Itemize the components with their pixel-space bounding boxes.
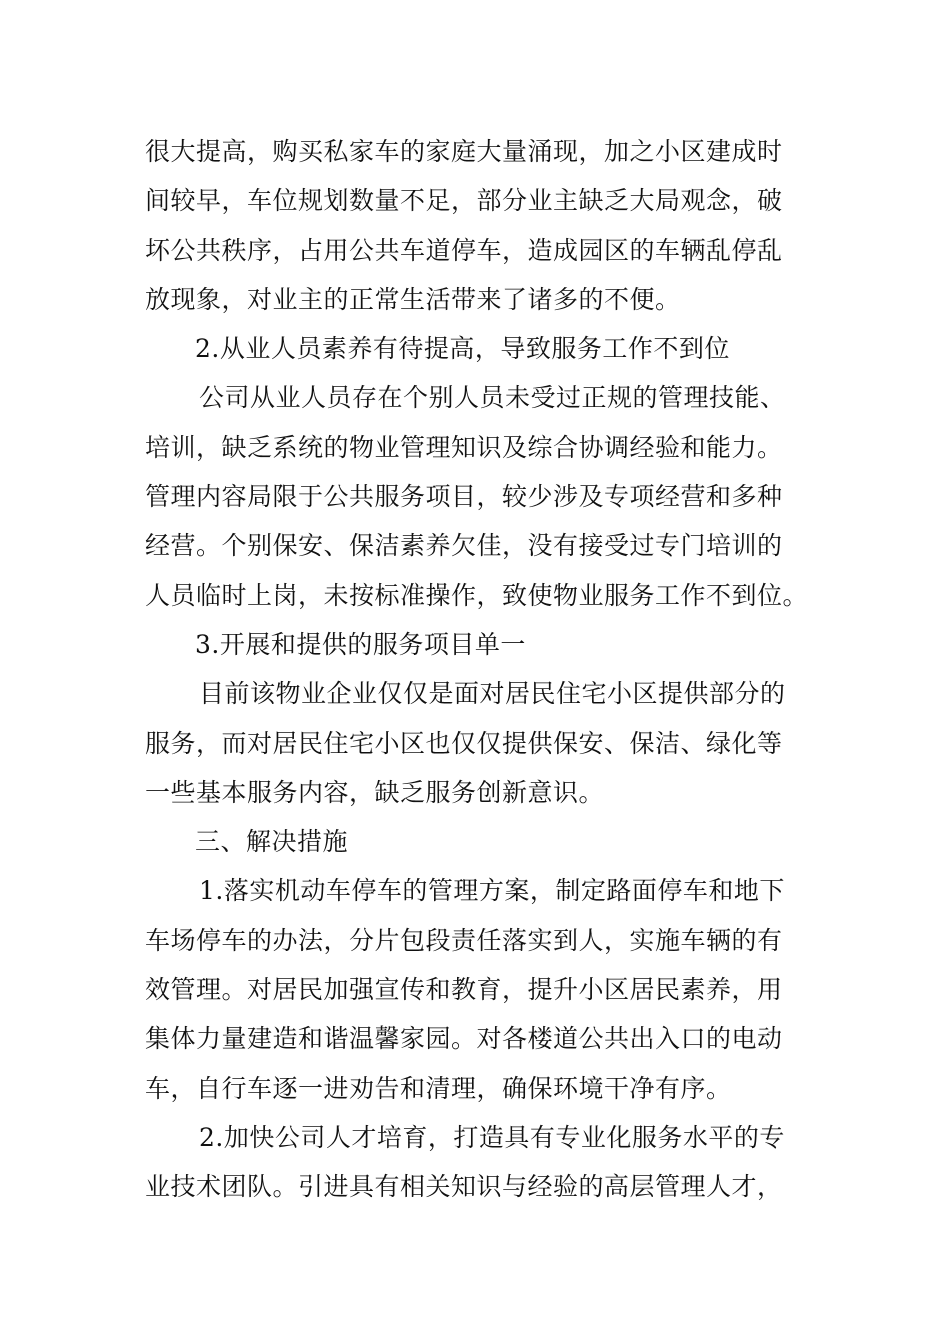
paragraph-line: 业技术团队。引进具有相关知识与经验的高层管理人才，: [145, 1172, 783, 1202]
paragraph-line: 坏公共秩序，占用公共车道停车，造成园区的车辆乱停乱: [145, 235, 783, 265]
paragraph-line: 人员临时上岗，未按标准操作，致使物业服务工作不到位。: [145, 580, 809, 610]
section-heading: 2.从业人员素养有待提高，导致服务工作不到位: [195, 334, 730, 364]
paragraph-line: 集体力量建造和谐温馨家园。对各楼道公共出入口的电动: [145, 1024, 783, 1054]
paragraph-line: 效管理。对居民加强宣传和教育，提升小区居民素养，用: [145, 975, 783, 1005]
paragraph-line: 培训，缺乏系统的物业管理知识及综合协调经验和能力。: [145, 432, 783, 462]
document-body: [145, 127, 807, 1212]
section-heading: 三、解决措施: [195, 827, 349, 857]
paragraph-line: 车，自行车逐一进劝告和清理，确保环境干净有序。: [145, 1073, 732, 1103]
paragraph-line: 很大提高，购买私家车的家庭大量涌现，加之小区建成时: [145, 137, 783, 166]
paragraph-line: 目前该物业企业仅仅是面对居民住宅小区提供部分的: [199, 679, 786, 709]
paragraph-line: 一些基本服务内容，缺乏服务创新意识。: [145, 777, 605, 807]
paragraph-line: 2.加快公司人才培育，打造具有专业化服务水平的专: [199, 1122, 785, 1152]
paragraph-line: 车场停车的办法，分片包段责任落实到人，实施车辆的有: [145, 925, 783, 955]
paragraph-line: 经营。个别保安、保洁素养欠佳，没有接受过专门培训的: [145, 531, 783, 561]
paragraph-line: 服务，而对居民住宅小区也仅仅提供保安、保洁、绿化等: [145, 728, 783, 758]
section-heading: 3.开展和提供的服务项目单一: [195, 629, 526, 659]
paragraph-line: 公司从业人员存在个别人员未受过正规的管理技能、: [199, 383, 786, 413]
paragraph-line: 放现象，对业主的正常生活带来了诸多的不便。: [145, 284, 681, 314]
paragraph-line: 1.落实机动车停车的管理方案，制定路面停车和地下: [199, 876, 785, 906]
paragraph-line: 管理内容局限于公共服务项目，较少涉及专项经营和多种: [145, 482, 783, 512]
paragraph-line: 间较早，车位规划数量不足，部分业主缺乏大局观念，破: [145, 186, 783, 216]
